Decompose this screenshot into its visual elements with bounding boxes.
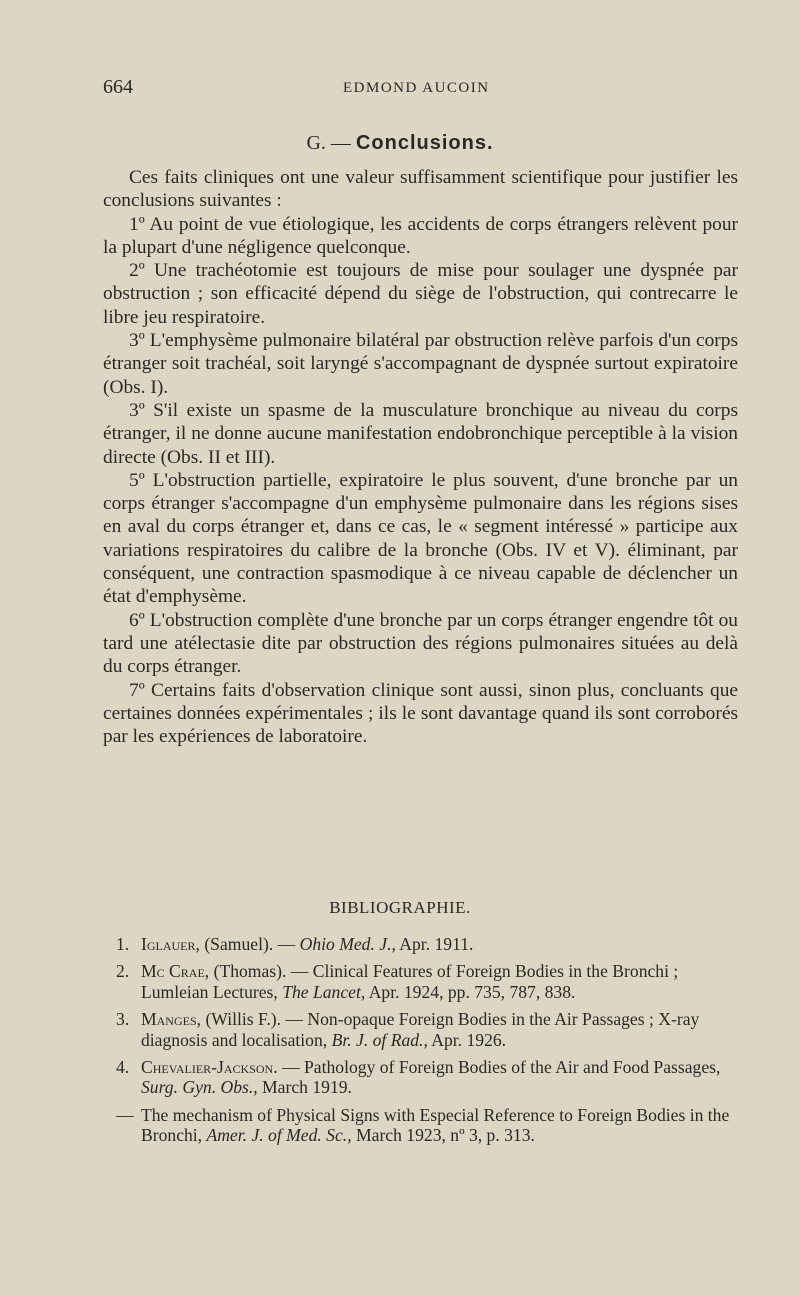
entry-number: 2. <box>116 961 130 982</box>
paragraph: 7º Certains faits d'observation clinique sont aussi, sinon plus, concluants que certaines données expérimentales ; ils le sont davantage quand ils sont corroborés par les expériences de laboratoire. <box>103 679 738 748</box>
running-head: EDMOND AUCOIN <box>343 80 490 96</box>
paragraph: 6º L'obstruction complète d'une bronche par un corps étranger engendre tôt ou tard une atélectasie dite par obstruction des régions pulmonaires situées au delà du corps étranger. <box>103 609 738 678</box>
bibliography-entry <box>116 1105 738 1146</box>
entry-post: Apr. 1911. <box>395 934 474 954</box>
bibliography-list <box>116 934 738 1153</box>
entry-pre: — Pathology of Foreign Bodies of the Air and Food Passages, <box>277 1057 721 1078</box>
entry-text <box>141 1105 738 1146</box>
bibliography-entry <box>116 1057 738 1098</box>
entry-pre: (Samuel). — <box>199 934 300 954</box>
conclusions-body <box>103 166 738 748</box>
paragraph: Ces faits cliniques ont une valeur suffisamment scientifique pour justifier les conclusions suivantes : <box>103 167 738 212</box>
entry-author: Manges, <box>141 1009 202 1030</box>
entry-author: Mc Crae, <box>141 961 210 982</box>
paragraph: 5º L'obstruction partielle, expiratoire le plus souvent, d'une bronche par un corps étranger s'accompagne d'un emphysème pulmonaire dans les régions sises en aval du corps étranger et, dans ce cas, le « segment intéressé » participe aux variations respiratoires du calibre de la bronche (Obs. IV et V). éliminant, par conséquent, une contraction spasmodique à ce niveau capable de déclencher un état d'emphysème. <box>103 469 738 608</box>
entry-post: Apr. 1924, pp. 735, 787, 838. <box>365 981 576 1002</box>
section-title-text: Conclusions. <box>355 132 494 154</box>
entry-pre: (Willis F.). — Non-opaque Foreign Bodies in the Air Passages ; X-ray diagnosis and localisation, <box>141 1009 700 1050</box>
paragraph: 3º S'il existe un spasme de la musculature bronchique au niveau du corps étranger, il ne donne aucune manifestation endobronchique perceptible à la vision directe (Obs. II et III). <box>103 399 738 468</box>
entry-author: Chevalier-Jackson. <box>141 1057 278 1078</box>
bibliography-entry <box>116 934 738 954</box>
section-letter: G. — <box>306 132 351 154</box>
entry-post: March 1919. <box>257 1077 352 1098</box>
section-title <box>0 132 800 155</box>
entry-journal: Ohio Med. J., <box>299 934 396 954</box>
paragraph: 3º L'emphysème pulmonaire bilatéral par obstruction relève parfois d'un corps étranger soit trachéal, soit laryngé s'accompagnant de dyspnée surtout expiratoire (Obs. I). <box>103 330 738 398</box>
paragraph: 2º Une trachéotomie est toujours de mise pour soulager une dyspnée par obstruction ; son efficacité dépend du siège de l'obstruction, qui contrecarre le libre jeu respiratoire. <box>103 260 738 328</box>
entry-journal: Br. J. of Rad., <box>331 1029 428 1050</box>
entry-number: 3. <box>116 1009 130 1030</box>
entry-number: 4. <box>116 1057 130 1078</box>
entry-post: Apr. 1926. <box>427 1029 507 1050</box>
entry-number: — <box>116 1104 134 1125</box>
entry-pre: (Thomas). — Clinical Features of Foreign Bodies in the Bronchi ; Lumleian Lectures, <box>141 961 679 1002</box>
entry-pre: The mechanism of Physical Signs with Especial Reference to Foreign Bodies in the Bronchi, <box>141 1104 730 1146</box>
bibliography-title: BIBLIOGRAPHIE. <box>329 898 471 917</box>
paragraph: 1º Au point de vue étiologique, les accidents de corps étrangers relèvent pour la plupart d'une négligence quelconque. <box>103 213 738 258</box>
entry-journal: Surg. Gyn. Obs., <box>141 1077 258 1098</box>
entry-text <box>141 961 738 1002</box>
entry-author: Iglauer, <box>141 934 200 954</box>
entry-text <box>141 1057 738 1098</box>
entry-journal: The Lancet, <box>282 981 366 1002</box>
bibliography-entry <box>116 1009 738 1050</box>
page-header <box>103 76 738 99</box>
bibliography-entry <box>116 961 738 1002</box>
entry-journal: Amer. J. of Med. Sc., <box>206 1125 352 1146</box>
entry-text <box>141 1009 738 1050</box>
entry-number: 1. <box>116 934 130 954</box>
entry-post: March 1923, nº 3, p. 313. <box>351 1125 535 1146</box>
entry-text <box>141 934 738 954</box>
page-number: 664 <box>103 76 133 98</box>
